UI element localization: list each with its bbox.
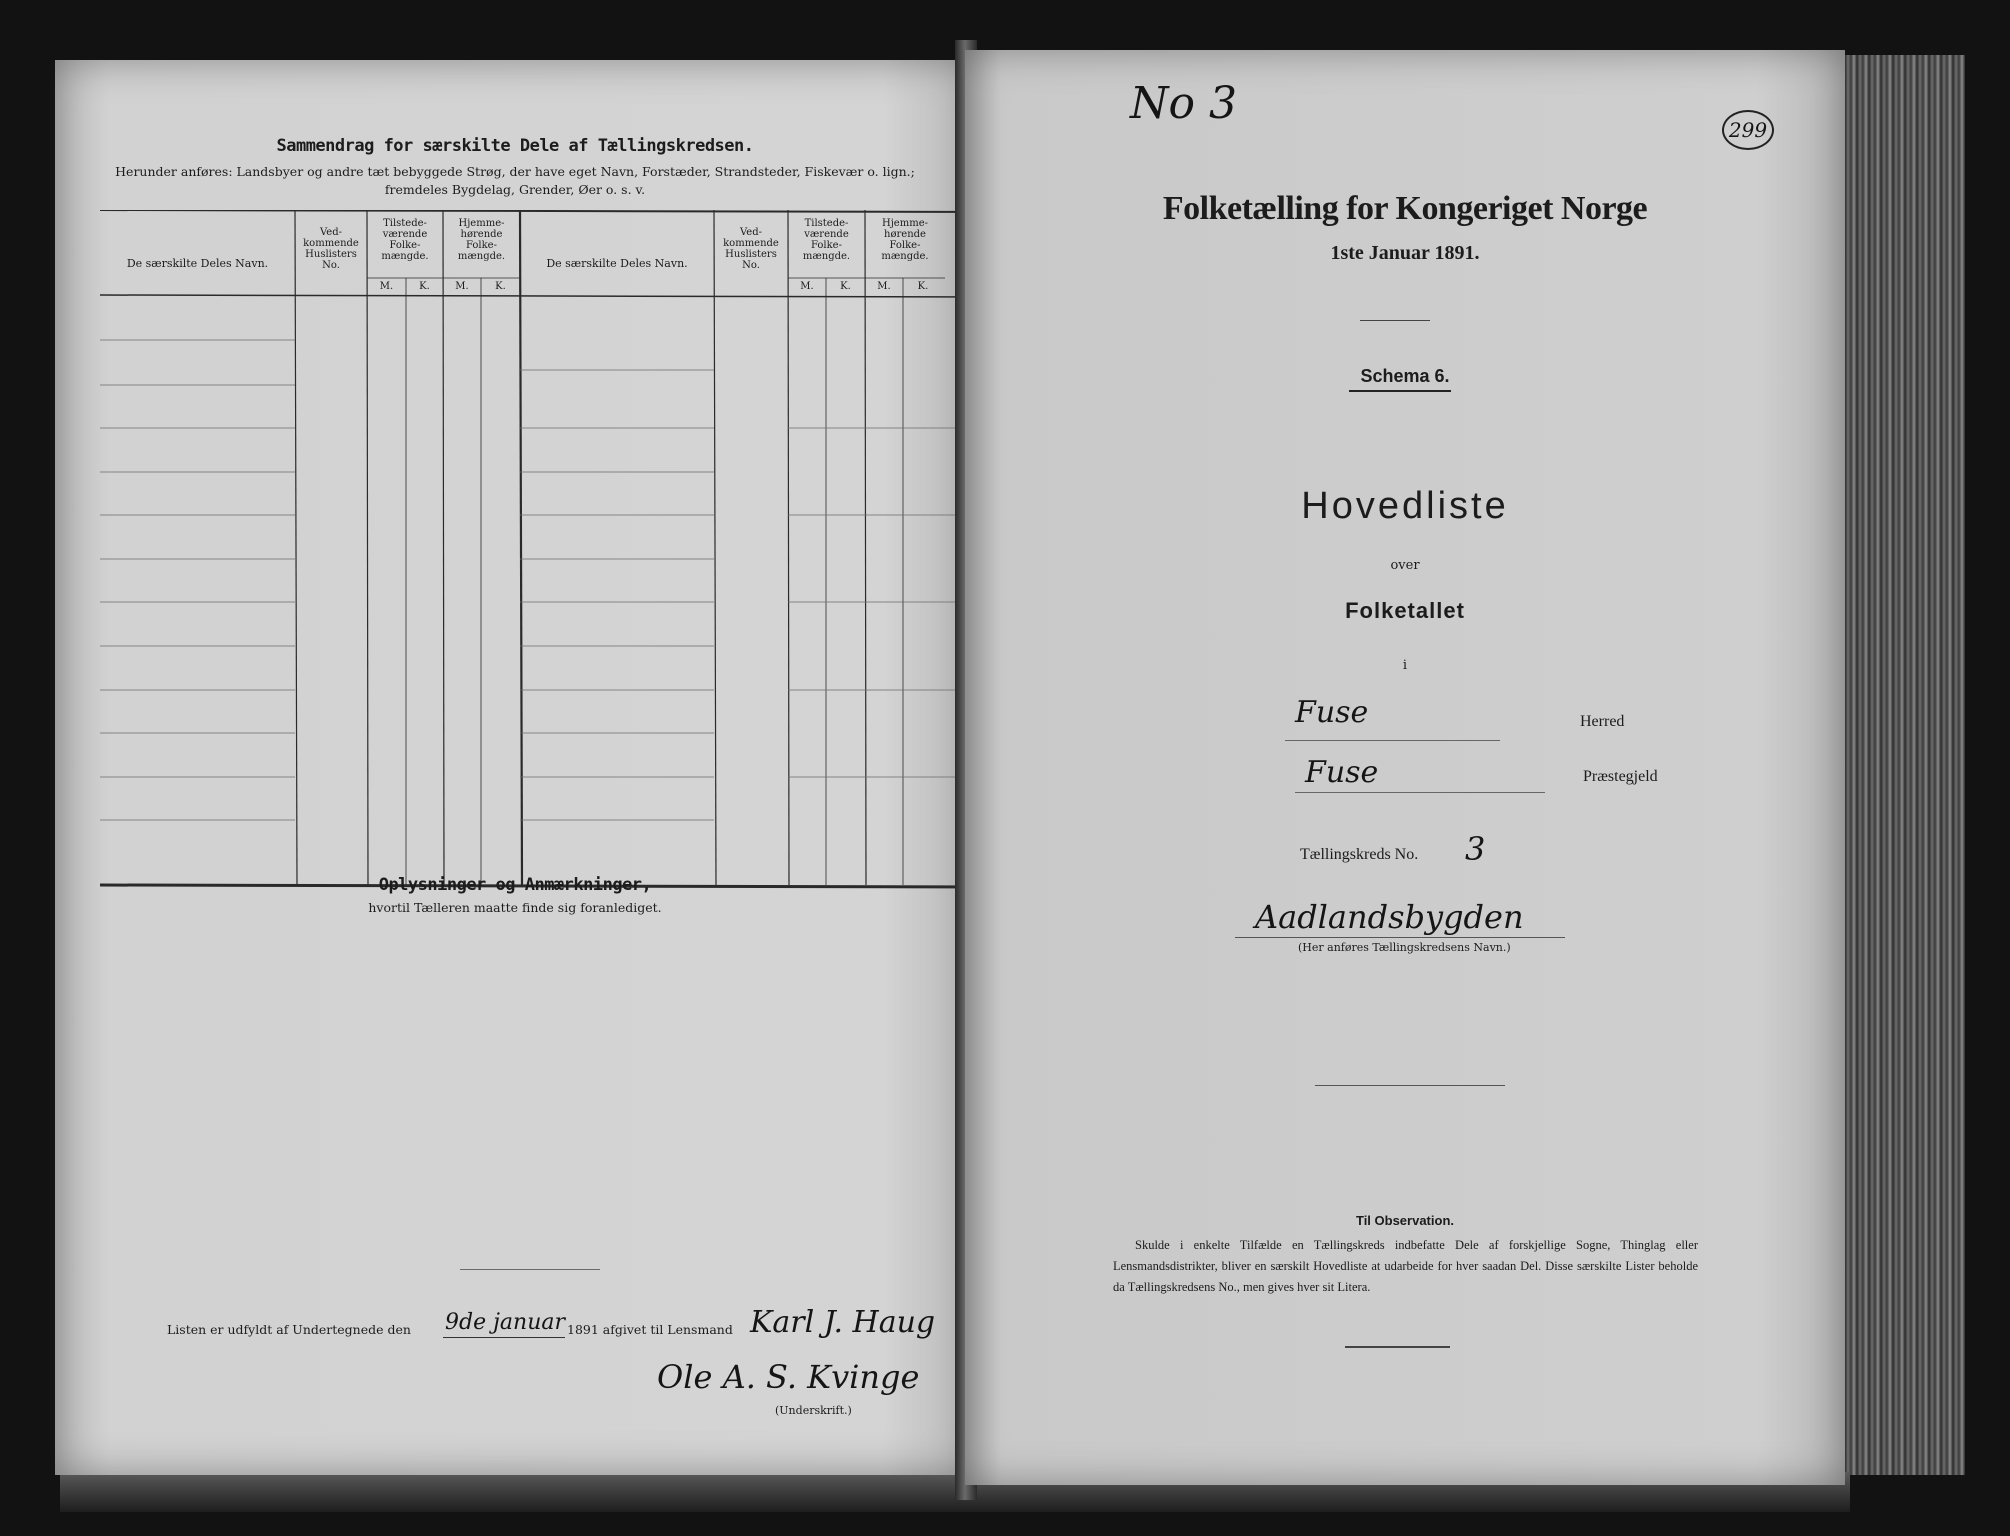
summary-table [100,210,1000,910]
divider [460,1269,600,1270]
col-sub-k: K. [495,281,506,292]
remarks-title: Oplysninger og Anmærkninger, [378,875,652,895]
divider [1315,1085,1505,1086]
col-sub-k: K. [840,281,851,292]
observation-title: Til Observation. [1355,1213,1454,1228]
kreds-name-caption: (Her anføres Tællingskredsens Navn.) [1298,941,1511,954]
signature-2: Ole A. S. Kvinge [657,1358,920,1396]
right-page [965,50,1845,1485]
kreds-value: 3 [1465,830,1486,868]
col-header-hjemme-left: Hjemme- hørende Folke- mængde. [457,218,506,262]
col-sub-k: K. [917,281,929,292]
col-sub-k: K. [419,281,430,292]
over-label: over [1390,558,1420,573]
col-sub-m: M. [379,281,394,292]
prestegjeld-value: Fuse [1305,755,1379,790]
divider [1345,1346,1450,1348]
kreds-name: Aadlandsbygden [1255,898,1524,936]
book-page-stack [1845,55,1965,1475]
handwritten-number: No 3 [1130,78,1237,129]
herred-label: Herred [1580,713,1625,730]
census-date: 1ste Januar 1891. [1330,242,1480,264]
divider [1360,320,1430,321]
col-header-tilstede-left: Tilstede- værende Folke- mængde. [381,218,429,262]
col-sub-m: M. [877,281,891,292]
left-page [55,60,975,1475]
footer-date: 9de januar [445,1310,566,1335]
page-title: Folketælling for Kongeriget Norge [1162,190,1648,227]
signature-label: (Underskrift.) [775,1404,852,1417]
schema-label: Schema 6. [1360,366,1450,386]
col-header-name-left: De særskilte Deles Navn. [126,257,269,270]
footer-prefix: Listen er udfyldt af Undertegnede den [167,1322,411,1337]
date-underline [443,1337,565,1338]
summary-subtitle-line2: fremdeles Bygdelag, Grender, Øer o. s. v. [384,182,646,197]
col-header-tilstede-right: Tilstede- værende Folke- mængde. [802,218,851,262]
col-header-name-right: De særskilte Deles Navn. [546,257,688,270]
i-label: i [1402,658,1408,673]
col-sub-m: M. [800,281,814,292]
footer-year: 1891 afgivet til Lensmand [567,1322,733,1337]
kreds-label: Tællingskreds No. [1300,846,1419,863]
schema-underline [1349,390,1451,392]
summary-subtitle-line1: Herunder anføres: Landsbyer og andre tæt bebyggede Strøg, der have eget Navn, Forstæder, Strandsteder, Fiskevær o. lign.; [115,164,915,179]
heading-hovedliste: Hovedliste [1301,485,1509,527]
herred-value: Fuse [1295,695,1369,730]
remarks-subtitle: hvortil Tælleren maatte finde sig foranlediget. [368,900,662,915]
col-header-hjemme-right: Hjemme- hørende Folke- mængde. [881,218,929,262]
observation-text: Skulde i enkelte Tilfælde en Tællingskreds indbefatte Dele af forskjellige Sogne, Thinglag eller Lensmandsdistrikter, bliver en særskilt Hovedliste at udarbeide for hver saadan Del. Disse særskilte Lister beholde da Tællingskredsens No., men gives hver sit Litera. [1113,1238,1698,1294]
herred-line [1285,740,1500,741]
signature-1: Karl J. Haug [750,1305,936,1340]
summary-title: Sammendrag for særskilte Dele af Tællingskredsen. [276,136,754,156]
kreds-name-line [1235,937,1565,938]
col-sub-m: M. [455,281,469,292]
prestegjeld-label: Præstegjeld [1583,768,1658,785]
col-header-husliste-left: Ved- kommende Huslisters No. [303,227,359,271]
col-header-husliste-right: Ved- kommende Huslisters No. [723,227,779,271]
folketallet-label: Folketallet [1345,598,1465,623]
prestegjeld-line [1295,792,1545,793]
page-number: 299 [1722,110,1774,150]
